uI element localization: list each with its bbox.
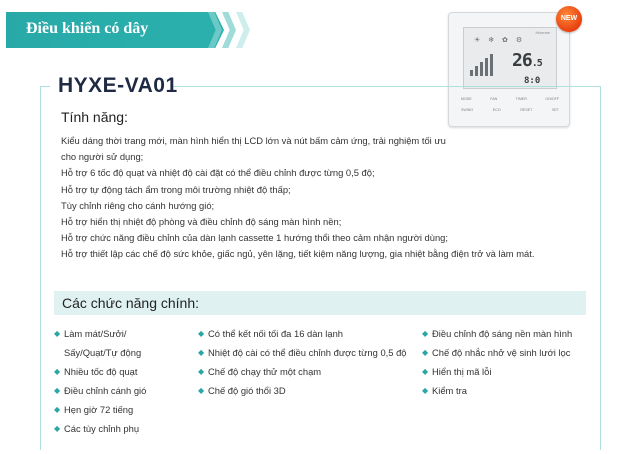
wired-controller-image [448,12,570,127]
function-item-label: Các tùy chỉnh phụ [64,423,140,434]
controller-button-label: SWING [461,108,474,112]
function-item [54,362,146,381]
controller-button-label: TIMER [515,97,527,101]
function-item [54,400,146,419]
function-item [54,381,146,400]
feature-line: Hỗ trợ thiết lập các chế độ sức khỏe, giấc ngủ, yên lặng, tiết kiệm năng lượng, gia nhiệt bằng điện trở và làm mát. [61,248,535,260]
lcd-temperature-decimal: .5 [531,58,542,69]
fan-speed-bars-icon [470,52,500,76]
bullet-icon: ◆ [422,348,429,357]
function-item-label: Nhiệt độ cài có thể điều chỉnh được từng 0,5 độ [208,347,407,358]
controller-lcd-screen [463,27,557,89]
feature-line: Tùy chỉnh riêng cho cánh hướng gió; [61,199,215,211]
function-item-label: Kiểm tra [432,385,467,396]
controller-button-label: SET [551,108,559,112]
main-functions-header [54,291,586,315]
function-item-label: Chế độ nhắc nhở vệ sinh lưới lọc [432,347,571,358]
frame-border [172,86,600,87]
bullet-icon: ◆ [54,367,61,376]
function-item [198,362,407,381]
controller-button-row [461,97,559,101]
bullet-icon: ◆ [198,348,205,357]
functions-column-1 [54,324,146,438]
function-item [422,362,572,381]
bullet-icon: ◆ [54,405,61,414]
feature-line: Hỗ trợ 6 tốc độ quạt và nhiệt độ cài đặt có thể điều chỉnh được từng 0,5 độ; [61,167,375,179]
bullet-icon: ◆ [198,329,205,338]
bullet-icon: ◆ [54,329,61,338]
function-item [198,381,407,400]
bullet-icon: ◆ [54,424,61,433]
frame-border [40,86,50,87]
function-item [422,324,572,343]
lcd-temperature [512,50,542,71]
feature-line: Hỗ trợ tự động tách ẩm trong môi trường nhiệt độ thấp; [61,183,291,195]
banner-chevron [236,12,250,48]
function-item-label: Điều chỉnh cánh gió [64,385,147,396]
controller-button-row [461,108,559,112]
lcd-clock: 8:0 [524,76,541,86]
frame-border [600,86,601,450]
controller-button-label: RESET [520,108,533,112]
function-item-label: Có thể kết nối tối đa 16 dàn lạnh [208,328,343,339]
feature-line: Hỗ trợ hiển thị nhiệt độ phòng và điều chỉnh độ sáng màn hình nền; [61,215,342,227]
banner-chevron [222,12,236,48]
function-item-continuation [54,343,146,362]
bullet-icon: ◆ [422,367,429,376]
function-item [198,343,407,362]
function-item-label: Nhiều tốc độ quạt [64,366,138,377]
controller-brand: Hisense [535,30,550,35]
function-item [198,324,407,343]
bullet-icon: ◆ [198,386,205,395]
controller-button-label: ECO [492,108,501,112]
controller-button-label: FAN [490,97,498,101]
function-item-label: Chế độ chạy thử một chạm [208,366,322,377]
function-item-label: Điều chỉnh độ sáng nền màn hình [432,328,573,339]
bullet-icon: ◆ [198,367,205,376]
model-name: HYXE-VA01 [58,74,178,97]
feature-line: cho người sử dụng; [61,151,144,163]
bullet-icon: ◆ [422,329,429,338]
function-item-label: Hiển thị mã lỗi [432,366,492,377]
frame-border [40,86,41,450]
features-title: Tính năng: [61,109,128,125]
function-item-label: Hẹn giờ 72 tiếng [64,404,134,415]
new-badge: NEW [556,6,582,32]
controller-button-label: ON/OFF [545,97,559,101]
lcd-status-icons: ☀ ❄ ✿ ⚙ [474,37,526,44]
functions-column-3 [422,324,572,400]
lcd-temperature-value: 26 [512,50,532,71]
feature-line: Hỗ trợ chức năng điều chỉnh của dàn lạnh cassette 1 hướng thổi theo cảm nhận người dùng; [61,232,448,244]
function-item [54,324,146,343]
banner-title: Điều khiển có dây [26,20,149,37]
bullet-icon: ◆ [54,386,61,395]
function-item-label: Sấy/Quạt/Tự động [64,347,142,358]
functions-column-2 [198,324,407,400]
controller-buttons [461,97,559,119]
function-item [422,343,572,362]
bullet-icon: ◆ [422,386,429,395]
controller-button-label: MODE [461,97,472,101]
main-functions-title: Các chức năng chính: [62,295,200,311]
function-item-label: Chế độ gió thổi 3D [208,385,286,396]
function-item [422,381,572,400]
function-item [54,419,146,438]
features-list [61,133,591,263]
function-item-label: Làm mát/Sưởi/ [64,328,127,339]
feature-line: Kiểu dáng thời trang mới, màn hình hiển thị LCD lớn và nút bấm cảm ứng, trải nghiệm tối ưu [61,135,446,146]
